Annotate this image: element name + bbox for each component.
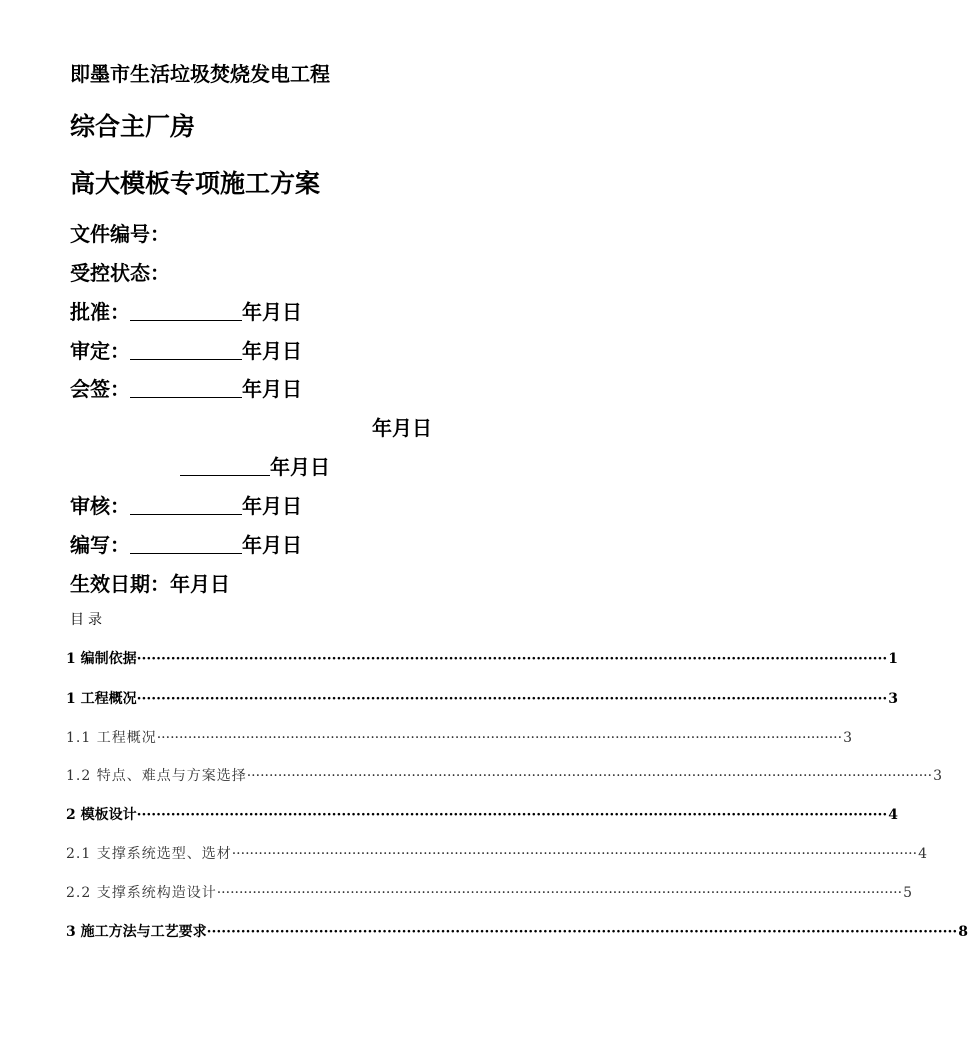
toc-entry[interactable]: 3 施工方法与工艺要求 ·························································································································································· 8 <box>66 924 968 940</box>
toc-entry[interactable]: 1.1 工程概况 ·························································································································································· 3 <box>66 730 853 746</box>
audit-label: 审核： <box>70 494 130 518</box>
review-label: 审定： <box>70 339 130 363</box>
signature-date: 年月日 <box>270 455 330 479</box>
review-signature-line <box>130 341 242 360</box>
countersign-field <box>70 373 302 402</box>
toc-entry[interactable]: 1 编制依据 ·························································································································································· 1 <box>66 651 898 667</box>
toc-title: 目录 <box>70 612 106 628</box>
countersign-date: 年月日 <box>242 377 302 401</box>
project-name: 即墨市生活垃圾焚烧发电工程 <box>70 62 330 86</box>
control-status-label: 受控状态： <box>70 261 170 285</box>
approve-date: 年月日 <box>242 300 302 324</box>
write-label: 编写： <box>70 533 130 557</box>
toc-entry[interactable]: 2 模板设计 ·························································································································································· 4 <box>66 807 898 823</box>
approve-label: 批准： <box>70 300 130 324</box>
countersign-signature-line <box>130 379 242 398</box>
audit-signature-line <box>130 496 242 515</box>
toc-entry[interactable]: 1 工程概况 ·························································································································································· 3 <box>66 691 898 707</box>
review-field <box>70 335 302 364</box>
building-name: 综合主厂房 <box>70 112 196 141</box>
plan-title: 高大模板专项施工方案 <box>70 169 321 198</box>
write-field <box>70 529 302 558</box>
toc-entry[interactable]: 2.2 支撑系统构造设计 ·························································································································································· 5 <box>66 885 913 901</box>
approve-field <box>70 296 302 325</box>
control-status-field <box>70 257 170 286</box>
audit-date: 年月日 <box>242 494 302 518</box>
signature-date-field <box>180 451 330 480</box>
doc-number-label: 文件编号： <box>70 222 170 246</box>
audit-field <box>70 490 302 519</box>
doc-number-field <box>70 218 170 247</box>
write-date: 年月日 <box>242 533 302 557</box>
countersign-label: 会签： <box>70 377 130 401</box>
review-date: 年月日 <box>242 339 302 363</box>
write-signature-line <box>130 535 242 554</box>
effective-date-field: 生效日期：年月日 <box>70 572 230 596</box>
toc-entry[interactable]: 2.1 支撑系统选型、选材 ·························································································································································· 4 <box>66 846 928 862</box>
approve-signature-line <box>130 302 242 321</box>
floating-date: 年月日 <box>372 416 432 440</box>
blank-signature-line <box>180 457 270 476</box>
toc-entry[interactable]: 1.2 特点、难点与方案选择 ·························································································································································· 3 <box>66 768 943 784</box>
